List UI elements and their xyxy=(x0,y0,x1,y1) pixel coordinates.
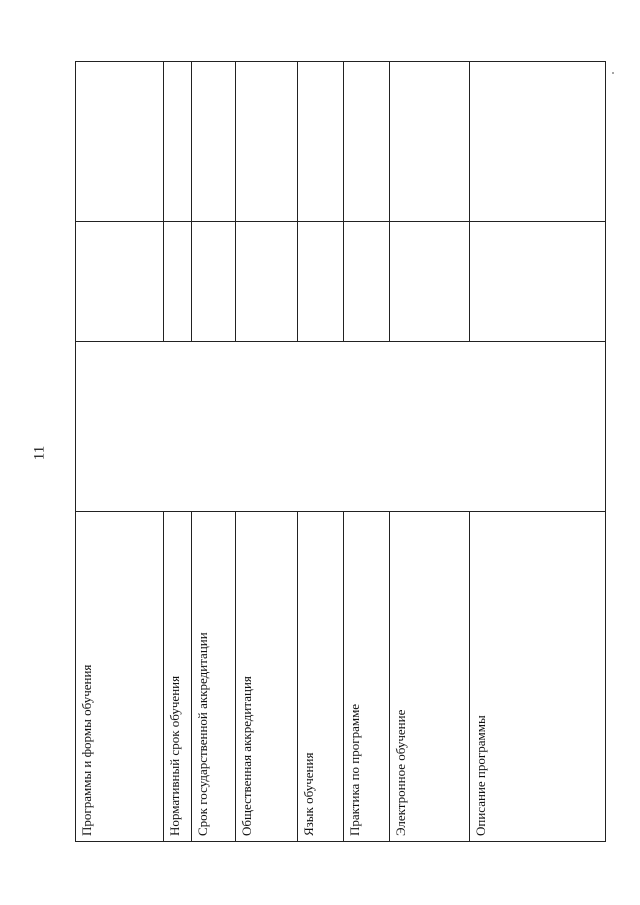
requirement-cell: Нормативный срок обучения xyxy=(164,512,192,842)
note-cell xyxy=(76,342,606,512)
requirement-cell: Практика по программе xyxy=(344,512,390,842)
table-row xyxy=(76,62,164,842)
value-cell-b xyxy=(164,62,192,222)
requirement-cell: Общественная аккредитация xyxy=(236,512,298,842)
requirements-table-wrapper xyxy=(75,62,605,842)
value-cell-b xyxy=(298,62,344,222)
requirement-cell: Программы и формы обучения xyxy=(76,512,164,842)
value-cell-b xyxy=(236,62,298,222)
value-cell-a xyxy=(76,222,164,342)
requirement-cell: Описание программы xyxy=(470,512,606,842)
requirement-cell: Язык обучения xyxy=(298,512,344,842)
value-cell-b xyxy=(390,62,470,222)
requirements-table xyxy=(75,61,606,842)
value-cell-a xyxy=(298,222,344,342)
scan-mark xyxy=(612,72,614,74)
page-number: 11 xyxy=(31,445,48,461)
value-cell-a xyxy=(164,222,192,342)
value-cell-a xyxy=(236,222,298,342)
value-cell-a xyxy=(192,222,236,342)
value-cell-b xyxy=(76,62,164,222)
value-cell-a xyxy=(390,222,470,342)
value-cell-b xyxy=(192,62,236,222)
value-cell-b xyxy=(470,62,606,222)
requirement-cell: Срок государственной аккредитации xyxy=(192,512,236,842)
value-cell-a xyxy=(344,222,390,342)
value-cell-b xyxy=(344,62,390,222)
requirement-cell: Электронное обучение xyxy=(390,512,470,842)
value-cell-a xyxy=(470,222,606,342)
